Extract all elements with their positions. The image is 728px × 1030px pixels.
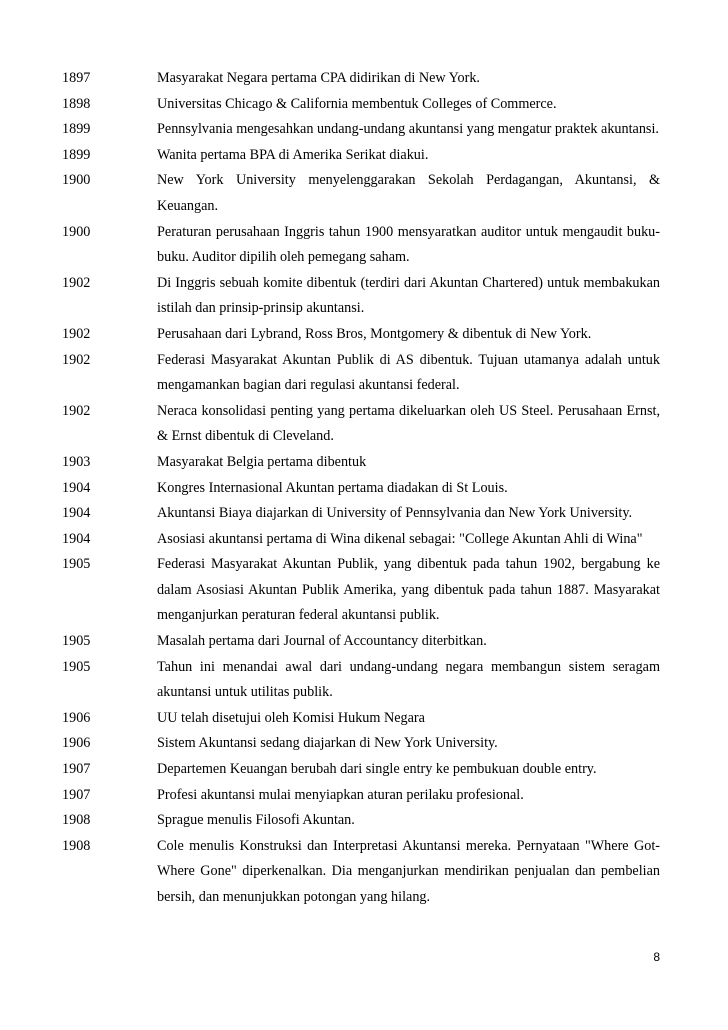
entry-year: 1899 [62,121,91,138]
entry-year: 1905 [62,658,91,675]
entry-text: Sistem Akuntansi sedang diajarkan di New York University. [157,735,498,752]
timeline-entry [62,783,660,809]
timeline-entry [62,117,660,143]
timeline-entry [62,322,660,348]
entry-text: New York University menyelenggarakan Sekolah Perdagangan, Akuntansi, & Keuangan. [157,172,660,214]
entry-text: Masalah pertama dari Journal of Accountancy diterbitkan. [157,633,487,650]
timeline-entry [62,757,660,783]
entry-text: Pennsylvania mengesahkan undang-undang akuntansi yang mengatur praktek akuntansi. [157,121,659,138]
timeline-entry [62,168,660,219]
timeline-entry [62,808,660,834]
entry-year: 1898 [62,95,91,112]
entry-text: Sprague menulis Filosofi Akuntan. [157,812,355,829]
entry-text: Profesi akuntansi mulai menyiapkan aturan perilaku profesional. [157,786,524,803]
entry-text: Wanita pertama BPA di Amerika Serikat diakui. [157,146,429,163]
timeline-entry [62,399,660,450]
entry-year: 1907 [62,761,91,778]
entry-year: 1900 [62,223,91,240]
entry-text: Masyarakat Negara pertama CPA didirikan di New York. [157,70,480,86]
entry-year: 1902 [62,351,91,368]
entry-year: 1902 [62,402,91,419]
timeline-entry [62,143,660,169]
entry-year: 1900 [62,172,91,189]
entry-text: Peraturan perusahaan Inggris tahun 1900 mensyaratkan auditor untuk mengaudit buku-buku. Auditor dipilih oleh pemegang saham. [157,223,660,266]
entry-text: Masyarakat Belgia pertama dibentuk [157,453,367,470]
entry-year: 1905 [62,556,91,573]
timeline-entry [62,629,660,655]
entry-text: UU telah disetujui oleh Komisi Hukum Negara [157,709,425,726]
entry-text: Cole menulis Konstruksi dan Interpretasi Akuntansi mereka. Pernyataan "Where Got-Where Gone" diperkenalkan. Dia menganjurkan mendirikan penjualan dan pembelian bersih, dan menunjukkan potongan yang hilang. [157,837,660,905]
entry-text: Departemen Keuangan berubah dari single entry ke pembukuan double entry. [157,761,597,778]
timeline [62,66,660,911]
timeline-entry [62,348,660,399]
entry-year: 1902 [62,274,91,291]
timeline-entry [62,834,660,911]
entry-year: 1897 [62,70,91,86]
entry-text: Universitas Chicago & California membentuk Colleges of Commerce. [157,95,557,112]
timeline-entry [62,655,660,706]
entry-year: 1904 [62,530,91,547]
entry-text: Federasi Masyarakat Akuntan Publik, yang dibentuk pada tahun 1902, bergabung ke dalam Asosiasi Akuntan Publik Amerika, yang dibentuk pada tahun 1887. Masyarakat menganjurkan peraturan federal akuntansi publik. [157,556,660,624]
entry-year: 1908 [62,837,91,854]
entry-year: 1905 [62,633,91,650]
entry-year: 1908 [62,812,91,829]
timeline-entry [62,271,660,322]
entry-year: 1904 [62,505,91,522]
timeline-entry [62,476,660,502]
entry-year: 1903 [62,453,91,470]
entry-year: 1902 [62,325,91,342]
entry-year: 1907 [62,786,91,803]
entry-text: Perusahaan dari Lybrand, Ross Bros, Montgomery & dibentuk di New York. [157,325,592,342]
timeline-entry [62,92,660,118]
timeline-entry [62,501,660,527]
entry-text: Akuntansi Biaya diajarkan di University of Pennsylvania dan New York University. [157,505,633,522]
entry-text: Asosiasi akuntansi pertama di Wina dikenal sebagai: "College Akuntan Ahli di Wina" [157,530,643,547]
timeline-entry [62,450,660,476]
page-number: 8 [653,950,660,964]
entry-year: 1906 [62,709,91,726]
timeline-entry [62,66,660,92]
entry-text: Kongres Internasional Akuntan pertama diadakan di St Louis. [157,479,508,496]
entry-text: Neraca konsolidasi penting yang pertama dikeluarkan oleh US Steel. Perusahaan Ernst, & Ernst dibentuk di Cleveland. [157,402,660,445]
timeline-entry [62,527,660,553]
timeline-entry [62,731,660,757]
entry-text: Federasi Masyarakat Akuntan Publik di AS dibentuk. Tujuan utamanya adalah untuk mengamankan bagian dari regulasi akuntansi federal. [157,351,660,394]
entry-year: 1906 [62,735,91,752]
entry-text: Tahun ini menandai awal dari undang-undang negara membangun sistem seragam akuntansi untuk utilitas publik. [157,658,660,701]
timeline-entry [62,552,660,629]
entry-year: 1904 [62,479,91,496]
timeline-entry [62,706,660,732]
entry-year: 1899 [62,146,91,163]
timeline-entry [62,220,660,271]
entry-text: Di Inggris sebuah komite dibentuk (terdiri dari Akuntan Chartered) untuk membakukan istilah dan prinsip-prinsip akuntansi. [157,274,660,317]
